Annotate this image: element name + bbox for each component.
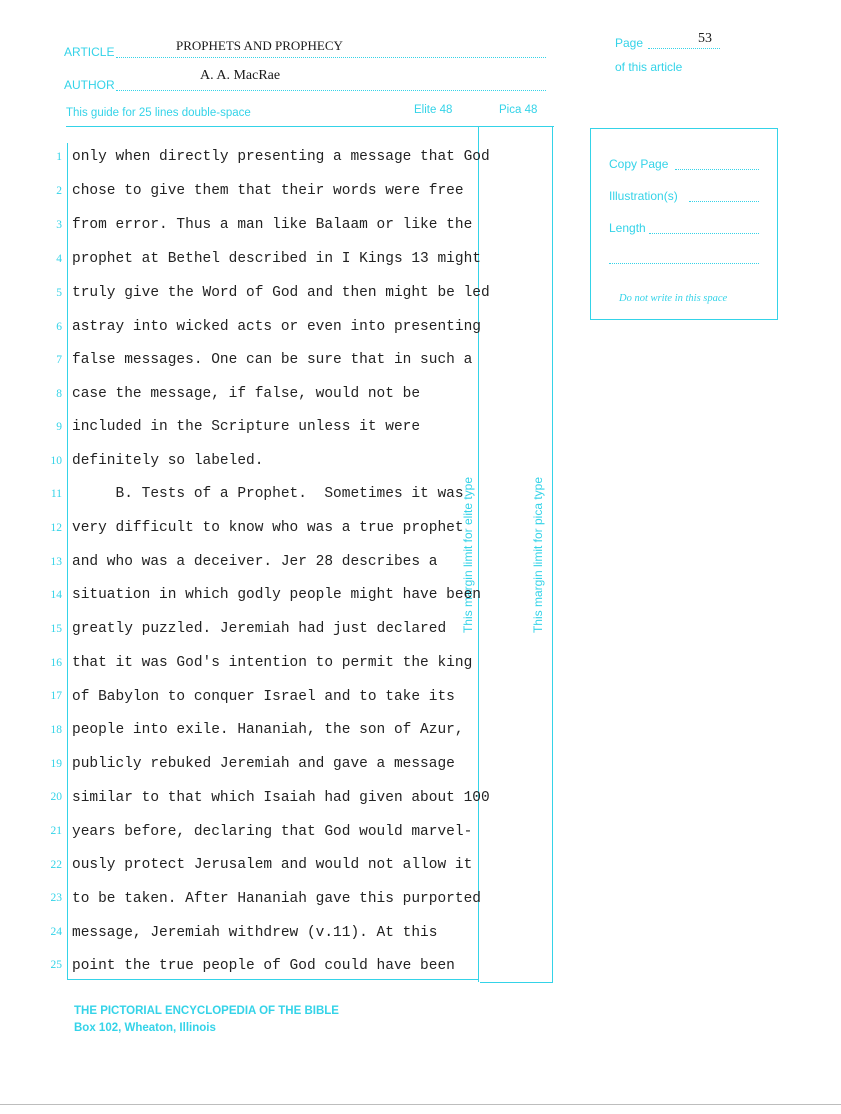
page-label: Page <box>615 36 644 50</box>
form-bottom-left-rule <box>67 979 479 980</box>
text-line: B. Tests of a Prophet. Sometimes it was <box>72 486 464 502</box>
text-line: that it was God's intention to permit the king <box>72 655 473 671</box>
illustrations-label: Illustration(s) <box>609 189 678 203</box>
text-line: prophet at Bethel described in I Kings 13 might <box>72 251 481 267</box>
line-number: 11 <box>50 488 62 500</box>
pica-margin-note: This margin limit for pica type <box>531 476 545 634</box>
line-number: 3 <box>56 219 62 231</box>
line-number: 7 <box>56 354 62 366</box>
text-line: to be taken. After Hananiah gave this purported <box>72 891 481 907</box>
text-line: similar to that which Isaiah had given about 100 <box>72 790 490 806</box>
text-line: astray into wicked acts or even into presenting <box>72 319 481 335</box>
line-number: 25 <box>50 959 62 971</box>
line-number: 8 <box>56 388 62 400</box>
text-line: of Babylon to conquer Israel and to take its <box>72 689 455 705</box>
author-dotted-line <box>116 90 546 91</box>
text-line: greatly puzzled. Jeremiah had just declared <box>72 621 447 637</box>
text-line: message, Jeremiah withdrew (v.11). At this <box>72 925 438 941</box>
line-number: 6 <box>56 321 62 333</box>
line-number: 18 <box>50 724 62 736</box>
text-line: only when directly presenting a message that God <box>72 149 490 165</box>
pica-margin-line <box>552 126 553 982</box>
of-this-article-label: of this article <box>615 60 683 74</box>
article-label: ARTICLE <box>64 45 115 59</box>
line-number: 10 <box>50 455 62 467</box>
do-not-write-note: Do not write in this space <box>619 293 728 304</box>
line-number: 19 <box>50 758 62 770</box>
text-line: people into exile. Hananiah, the son of Azur, <box>72 722 464 738</box>
line-number: 22 <box>50 859 62 871</box>
text-line: publicly rebuked Jeremiah and gave a message <box>72 756 455 772</box>
article-title-value: PROPHETS AND PROPHECY <box>176 38 343 53</box>
pica-label: Pica 48 <box>499 104 538 116</box>
copy-page-dotted-line <box>675 169 759 170</box>
line-number: 9 <box>56 421 62 433</box>
line-number: 4 <box>56 253 62 265</box>
line-number: 21 <box>50 825 62 837</box>
form-bottom-rule <box>480 982 553 983</box>
elite-margin-note: This margin limit for elite type <box>461 476 475 634</box>
text-line: definitely so labeled. <box>72 453 264 469</box>
text-line: case the message, if false, would not be <box>72 386 421 402</box>
line-number: 24 <box>50 926 62 938</box>
text-line: and who was a deceiver. Jer 28 describes a <box>72 554 438 570</box>
publisher-address: Box 102, Wheaton, Illinois <box>74 1022 216 1034</box>
page-dotted-line <box>648 48 720 49</box>
editorial-side-box <box>590 128 778 320</box>
line-number: 15 <box>50 623 62 635</box>
author-label: AUTHOR <box>64 78 115 92</box>
text-line: chose to give them that their words were free <box>72 183 464 199</box>
line-number: 17 <box>50 690 62 702</box>
text-line: truly give the Word of God and then might be led <box>72 285 490 301</box>
text-line: situation in which godly people might have been <box>72 587 481 603</box>
form-top-rule <box>66 126 554 127</box>
line-number: 12 <box>50 522 62 534</box>
line-number: 1 <box>56 151 62 163</box>
line-number: 14 <box>50 589 62 601</box>
line-number: 2 <box>56 185 62 197</box>
article-dotted-line <box>116 57 546 58</box>
text-line: ously protect Jerusalem and would not allow it <box>72 857 473 873</box>
page-number-value: 53 <box>698 31 712 46</box>
text-line: point the true people of God could have been <box>72 958 455 974</box>
line-number: 16 <box>50 657 62 669</box>
line-number: 5 <box>56 287 62 299</box>
text-line: years before, declaring that God would marvel- <box>72 824 473 840</box>
line-number: 20 <box>50 791 62 803</box>
length-label: Length <box>609 221 646 235</box>
text-line: from error. Thus a man like Balaam or like the <box>72 217 473 233</box>
elite-label: Elite 48 <box>414 104 453 116</box>
publisher-name: THE PICTORIAL ENCYCLOPEDIA OF THE BIBLE <box>74 1005 339 1017</box>
length-dotted-line <box>649 233 759 234</box>
form-left-margin-line <box>67 143 68 979</box>
blank-dotted-line <box>609 263 759 264</box>
text-line: very difficult to know who was a true prophet <box>72 520 464 536</box>
text-line: included in the Scripture unless it were <box>72 419 421 435</box>
copy-page-label: Copy Page <box>609 157 669 171</box>
author-value: A. A. MacRae <box>200 68 281 83</box>
line-number: 23 <box>50 892 62 904</box>
page-bottom-edge <box>0 1104 841 1105</box>
illustrations-dotted-line <box>689 201 759 202</box>
guide-text: This guide for 25 lines double-space <box>66 107 251 119</box>
text-line: false messages. One can be sure that in such a <box>72 352 473 368</box>
line-number: 13 <box>50 556 62 568</box>
